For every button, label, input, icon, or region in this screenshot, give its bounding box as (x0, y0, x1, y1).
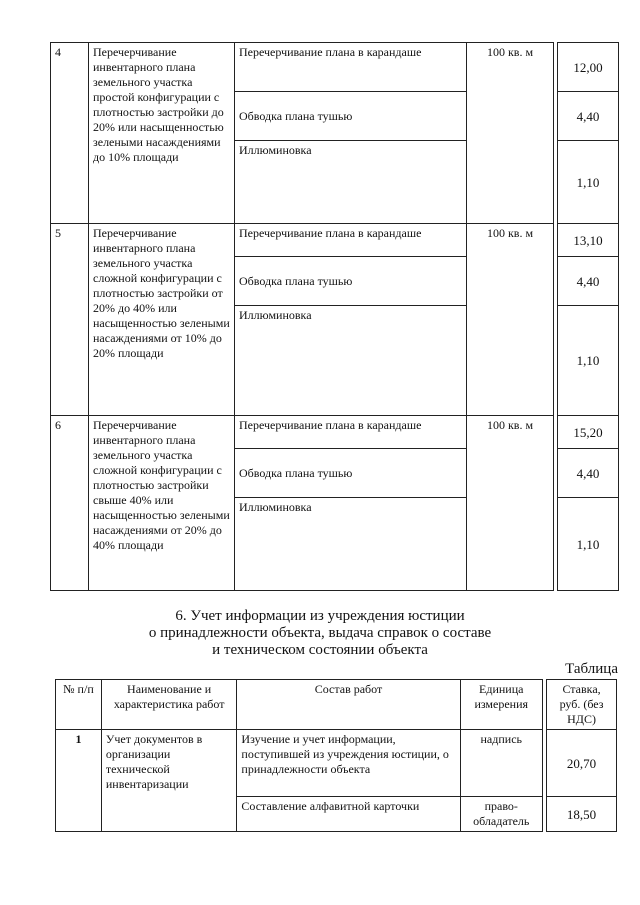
work-name: Перечерчивание инвентарного плана земельного участка сложной конфигурации с плотностью застройки от 20% до 40% или насыщенностью зелеными насаждениями от 10% до 20% площади (89, 224, 235, 416)
table-row (51, 416, 619, 449)
table-label: Таблица (565, 661, 618, 677)
row-number: 4 (51, 43, 89, 224)
unit-cell: надпись (460, 730, 542, 797)
unit-cell: 100 кв. м (467, 224, 554, 416)
rate-cell: 4,40 (558, 449, 619, 498)
section-title (0, 608, 640, 659)
work-item: Иллюминовка (235, 141, 467, 224)
rate-cell: 20,70 (547, 730, 617, 797)
section-title-line: о принадлежности объекта, выдача справок о составе (148, 625, 492, 641)
header-rate: Ставка, руб. (без НДС) (547, 680, 617, 730)
header-unit: Единица измерения (460, 680, 542, 730)
section-title-line: и техническом состоянии объекта (212, 642, 428, 658)
work-item: Перечерчивание плана в карандаше (235, 224, 467, 257)
work-item: Иллюминовка (235, 306, 467, 416)
rate-cell: 1,10 (558, 498, 619, 591)
work-item: Изучение и учет информации, поступившей из учреждения юстиции, о принадлежности объекта (237, 730, 460, 797)
table-row (51, 224, 619, 257)
rate-cell: 15,20 (558, 416, 619, 449)
header-name: Наименование и характеристика работ (101, 680, 237, 730)
work-name: Перечерчивание инвентарного плана земельного участка сложной конфигурации с плотностью застройки свыше 40% или насыщенностью зелеными насаждениями от 20% до 40% площади (89, 416, 235, 591)
rate-cell: 4,40 (558, 257, 619, 306)
work-name: Перечерчивание инвентарного плана земельного участка простой конфигурации с плотностью застройки до 20% или насыщенностью зелеными насаждениями до 10% площади (89, 43, 235, 224)
section-title-line: 6. Учет информации из учреждения юстиции (175, 608, 465, 624)
row-number: 6 (51, 416, 89, 591)
unit-cell: право-обладатель (460, 797, 542, 832)
row-number: 1 (56, 730, 102, 832)
work-item: Перечерчивание плана в карандаше (235, 43, 467, 92)
rate-cell: 1,10 (558, 141, 619, 224)
work-item: Перечерчивание плана в карандаше (235, 416, 467, 449)
work-item: Обводка плана тушью (235, 257, 467, 306)
header-num: № п/п (56, 680, 102, 730)
rates-table-continued (50, 42, 619, 591)
table-header-row (56, 680, 617, 730)
table-row (51, 43, 619, 92)
header-works: Состав работ (237, 680, 460, 730)
rate-cell: 18,50 (547, 797, 617, 832)
work-name: Учет документов в организации технической инвентаризации (101, 730, 237, 832)
table-row (56, 730, 617, 797)
unit-cell: 100 кв. м (467, 43, 554, 224)
rate-cell: 13,10 (558, 224, 619, 257)
work-item: Обводка плана тушью (235, 92, 467, 141)
work-item: Обводка плана тушью (235, 449, 467, 498)
row-number: 5 (51, 224, 89, 416)
unit-cell: 100 кв. м (467, 416, 554, 591)
work-item: Составление алфавитной карточки (237, 797, 460, 832)
work-item: Иллюминовка (235, 498, 467, 591)
rate-cell: 12,00 (558, 43, 619, 92)
rate-cell: 4,40 (558, 92, 619, 141)
rate-cell: 1,10 (558, 306, 619, 416)
info-table (55, 679, 617, 832)
